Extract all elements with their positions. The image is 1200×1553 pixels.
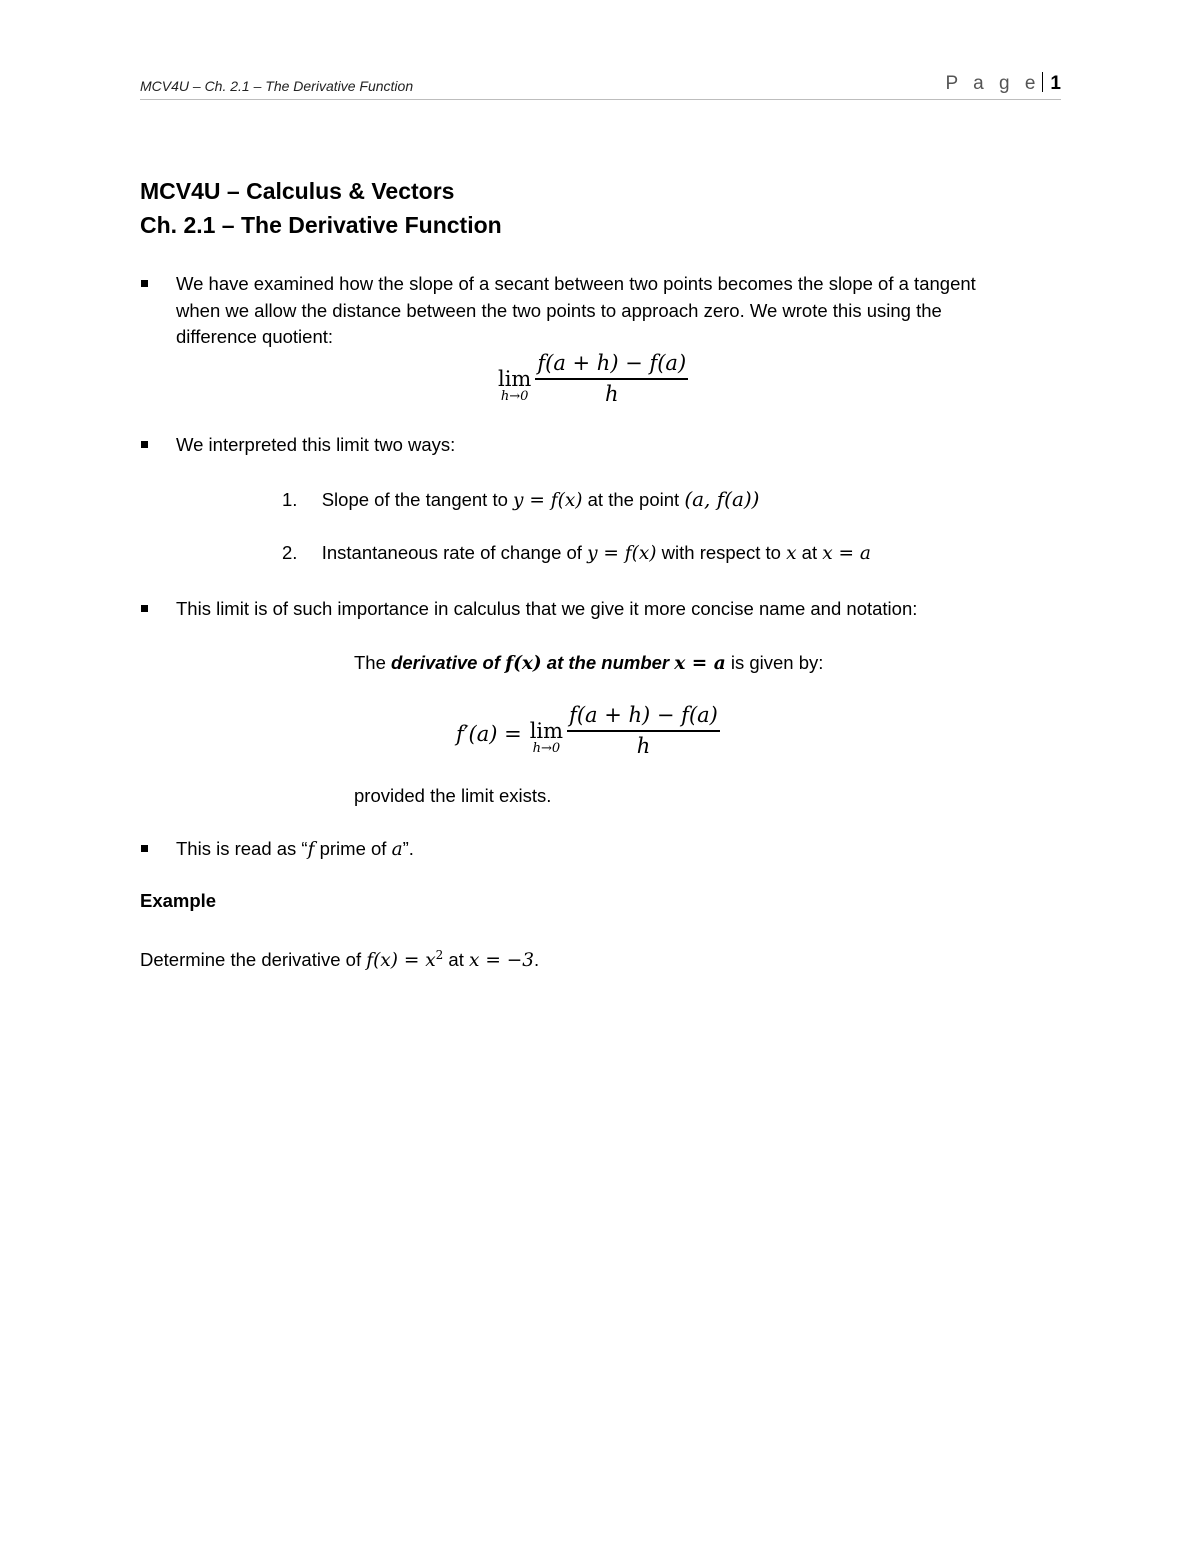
bullet1-line2: when we allow the distance between the two points to approach zero. We wrote this using the	[176, 300, 942, 321]
interpretation-item-1	[282, 486, 760, 514]
bullet-marker	[141, 605, 148, 612]
item-text: Slope of the tangent to	[321, 489, 514, 510]
fraction	[535, 350, 688, 407]
course-title: MCV4U – Calculus & Vectors	[140, 178, 455, 204]
example-text: at	[443, 949, 469, 971]
fraction-denominator: h	[535, 378, 688, 407]
difference-quotient-equation	[498, 350, 688, 407]
bullet-marker	[141, 280, 148, 287]
definition-bold-math: x = a	[674, 653, 726, 674]
bullet2-text: We interpreted this limit two ways:	[176, 434, 456, 455]
definition-statement	[354, 650, 823, 677]
bullet4-part: ”.	[402, 838, 414, 859]
fraction-numerator: f(a + h) − f(a)	[537, 351, 687, 375]
definition-bold-math: f(x)	[505, 653, 542, 674]
page-number: 1	[1050, 73, 1061, 94]
page-indicator	[946, 72, 1061, 95]
example-text: Determine the derivative of	[140, 949, 367, 971]
page-label: P a g e	[945, 73, 1041, 94]
lim-word: lim	[529, 718, 564, 743]
bullet4-part: prime of	[314, 838, 392, 859]
example-math: f(x) = x	[366, 950, 436, 972]
bullet4-math: f	[307, 839, 315, 860]
item-text: at	[796, 542, 823, 563]
lim-word: lim	[498, 366, 532, 391]
definition-text: is given by:	[725, 652, 824, 673]
definition-text: The	[354, 652, 392, 673]
item-text: with respect to	[656, 542, 787, 563]
item-math: x	[786, 543, 797, 564]
example-heading: Example	[140, 890, 217, 911]
bullet3-text: This limit is of such importance in calculus that we give it more concise name and notation:	[176, 598, 918, 619]
example-text: .	[533, 949, 540, 971]
example-exponent: 2	[435, 948, 444, 962]
provided-text: provided the limit exists.	[354, 785, 552, 806]
bullet1-line1: We have examined how the slope of a secant between two points becomes the slope of a tangent	[176, 273, 976, 294]
definition-bold-text: derivative of	[391, 652, 506, 673]
interpretation-item-2	[282, 540, 871, 567]
bullet4-math: a	[391, 839, 403, 860]
item-math: (a, f(a))	[684, 487, 760, 511]
bullet-marker	[141, 845, 148, 852]
header-rule	[140, 99, 1061, 100]
example-math: x = −3	[469, 950, 534, 972]
bullet4-part: This is read as “	[176, 838, 308, 859]
item-math: y = f(x)	[513, 490, 583, 511]
limit-operator	[498, 368, 531, 404]
item-text: at the point	[582, 489, 685, 510]
lim-subscript: h→0	[500, 388, 529, 404]
chapter-title: Ch. 2.1 – The Derivative Function	[140, 212, 502, 238]
item-number: 2.	[282, 542, 298, 563]
bullet1-line3: difference quotient:	[176, 326, 334, 347]
running-header-title: MCV4U – Ch. 2.1 – The Derivative Function	[140, 78, 414, 94]
fraction-numerator: f(a + h) − f(a)	[569, 703, 718, 727]
example-prompt	[140, 942, 539, 974]
bullet4-text	[176, 836, 414, 863]
header-separator	[1042, 72, 1043, 92]
lim-subscript: h→0	[532, 740, 561, 756]
item-text: Instantaneous rate of change of	[321, 542, 588, 563]
item-math: y = f(x)	[587, 543, 657, 564]
definition-bold-text: at the number	[541, 652, 675, 673]
derivative-lhs: f′(a) =	[456, 721, 522, 746]
item-math: x = a	[822, 543, 871, 564]
fraction	[567, 702, 720, 759]
derivative-definition-equation	[456, 702, 720, 759]
fraction-denominator: h	[567, 730, 720, 759]
item-number: 1.	[282, 489, 298, 510]
limit-operator	[530, 720, 563, 756]
bullet-marker	[141, 441, 148, 448]
